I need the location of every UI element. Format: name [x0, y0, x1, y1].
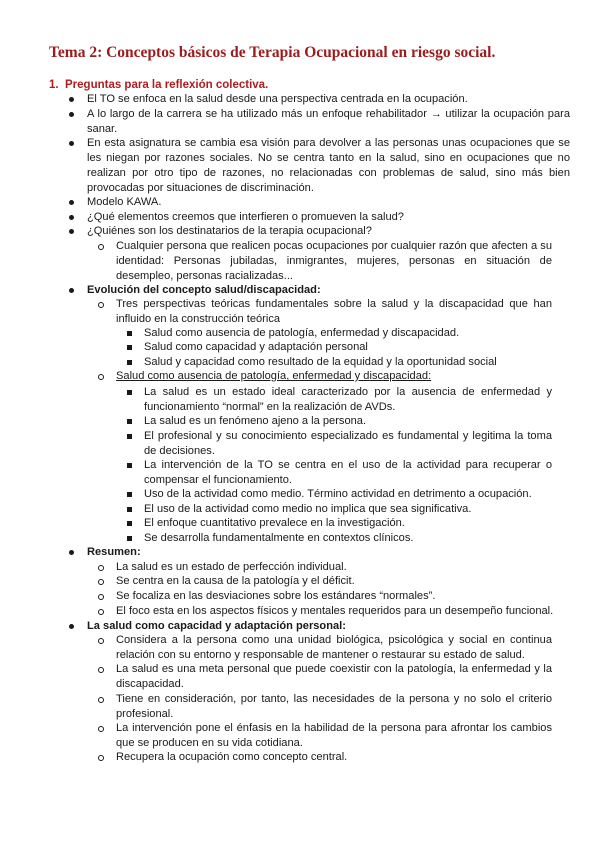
bullet-icon — [69, 200, 74, 205]
list-item: Recupera la ocupación como concepto central. — [116, 750, 552, 765]
bullet-icon — [69, 112, 74, 117]
list-item: El enfoque cuantitativo prevalece en la investigación. — [144, 516, 552, 531]
list-item: A lo largo de la carrera se ha utilizado más un enfoque rehabilitador → utilizar la ocupación para sanar. — [87, 107, 570, 137]
bullet-icon — [69, 550, 74, 555]
circle-bullet-icon — [98, 755, 104, 761]
circle-bullet-icon — [98, 302, 104, 308]
list-item: El TO se enfoca en la salud desde una perspectiva centrada en la ocupación. — [87, 92, 570, 107]
circle-bullet-icon — [98, 638, 104, 644]
list-item: Salud como capacidad y adaptación personal — [144, 340, 552, 355]
section-heading — [49, 79, 268, 91]
list-item: Salud y capacidad como resultado de la equidad y la oportunidad social — [144, 355, 552, 370]
list-item: Tres perspectivas teóricas fundamentales sobre la salud y la discapacidad que han influido en la construcción teórica — [116, 297, 552, 327]
square-bullet-icon — [127, 331, 132, 336]
list-item: El uso de la actividad como medio no implica que sea significativa. — [144, 502, 552, 517]
square-bullet-icon — [127, 507, 132, 512]
list-item: La intervención pone el énfasis en la habilidad de la persona para afrontar los cambios que se producen en su vida cotidiana. — [116, 721, 552, 751]
square-bullet-icon — [127, 521, 132, 526]
section-number: 1. — [49, 79, 59, 91]
list-item: La salud es un fenómeno ajeno a la persona. — [144, 414, 552, 429]
square-bullet-icon — [127, 345, 132, 350]
section-heading-text: Preguntas para la reflexión colectiva. — [65, 79, 269, 91]
bullet-icon — [69, 141, 74, 146]
circle-bullet-icon — [98, 667, 104, 673]
bullet-icon — [69, 215, 74, 220]
circle-bullet-icon — [98, 594, 104, 600]
subsection-heading: La salud como capacidad y adaptación personal: — [87, 619, 570, 634]
square-bullet-icon — [127, 463, 132, 468]
list-item: Uso de la actividad como medio. Término actividad en detrimento a ocupación. — [144, 487, 552, 502]
bullet-icon — [69, 97, 74, 102]
square-bullet-icon — [127, 419, 132, 424]
circle-bullet-icon — [98, 697, 104, 703]
square-bullet-icon — [127, 492, 132, 497]
list-item: Se centra en la causa de la patología y el déficit. — [116, 574, 552, 589]
bullet-icon — [69, 229, 74, 234]
list-item: La salud es un estado ideal caracterizado por la ausencia de enfermedad y funcionamiento “normal” en la realización de AVDs. — [144, 385, 552, 415]
square-bullet-icon — [127, 434, 132, 439]
list-item: Considera a la persona como una unidad biológica, psicológica y social en continua relación con su entorno y responsable de mantener o restaurar su estado de salud. — [116, 633, 552, 663]
subsection-heading: Evolución del concepto salud/discapacidad: — [87, 283, 570, 298]
subsection-heading: Resumen: — [87, 545, 570, 560]
list-item: Modelo KAWA. — [87, 195, 570, 210]
list-item: ¿Qué elementos creemos que interfieren o promueven la salud? — [87, 210, 570, 225]
list-item: En esta asignatura se cambia esa visión para devolver a las personas unas ocupaciones que se les niegan por razones sociales. No se centra tanto en la salud, sino en ocupaciones que no realizan por otro tipo de razones, no relacionadas con problemas de salud, sino más bien provocadas por situaciones de discriminación. — [87, 136, 570, 196]
list-item: El foco esta en los aspectos físicos y mentales requeridos para un desempeño funcional. — [116, 604, 560, 619]
bullet-icon — [69, 624, 74, 629]
list-item: La salud es un estado de perfección individual. — [116, 560, 552, 575]
list-item: Cualquier persona que realicen pocas ocupaciones por cualquier razón que afecten a su identidad: Personas jubiladas, inmigrantes, mujeres, personas en situación de desempleo, personas racializadas... — [116, 239, 552, 284]
bullet-icon — [69, 288, 74, 293]
square-bullet-icon — [127, 390, 132, 395]
circle-bullet-icon — [98, 579, 104, 585]
list-item: Se desarrolla fundamentalmente en contextos clínicos. — [144, 531, 552, 546]
list-item: La salud es una meta personal que puede coexistir con la patología, la enfermedad y la discapacidad. — [116, 662, 552, 692]
document-title: Tema 2: Conceptos básicos de Terapia Ocupacional en riesgo social. — [49, 44, 496, 61]
list-item: El profesional y su conocimiento especializado es fundamental y legitima la toma de decisiones. — [144, 429, 552, 459]
circle-bullet-icon — [98, 726, 104, 732]
list-item: Salud como ausencia de patología, enfermedad y discapacidad. — [144, 326, 552, 341]
circle-bullet-icon — [98, 609, 104, 615]
list-item: ¿Quiénes son los destinatarios de la terapia ocupacional? — [87, 224, 570, 239]
circle-bullet-icon — [98, 565, 104, 571]
list-item: La intervención de la TO se centra en el uso de la actividad para recuperar o compensar el funcionamiento. — [144, 458, 552, 488]
square-bullet-icon — [127, 536, 132, 541]
circle-bullet-icon — [98, 374, 104, 380]
list-item: Se focaliza en las desviaciones sobre los estándares “normales”. — [116, 589, 552, 604]
list-item: Tiene en consideración, por tanto, las necesidades de la persona y no solo el criterio profesional. — [116, 692, 552, 722]
subsection-heading: Salud como ausencia de patología, enfermedad y discapacidad: — [116, 369, 552, 384]
square-bullet-icon — [127, 360, 132, 365]
circle-bullet-icon — [98, 244, 104, 250]
